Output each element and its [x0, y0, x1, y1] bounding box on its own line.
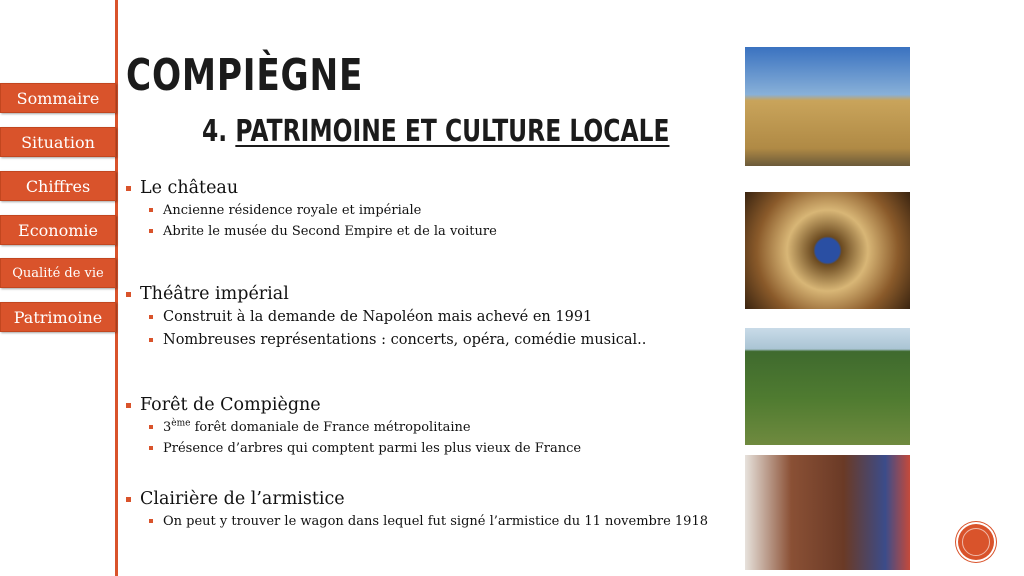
section-theatre [124, 282, 646, 352]
nav-sommaire-button[interactable]: Sommaire [0, 83, 116, 113]
section-clairiere [124, 487, 708, 532]
section-heading: Théâtre impérial [124, 282, 646, 306]
list-item: On peut y trouver le wagon dans lequel fut signé l’armistice du 11 novembre 1918 [124, 511, 708, 532]
theatre-photo [745, 192, 910, 309]
list-item: Présence d’arbres qui comptent parmi les plus vieux de France [124, 438, 581, 459]
chateau-photo [745, 47, 910, 166]
nav-patrimoine-button[interactable]: Patrimoine [0, 302, 116, 332]
slide-title: COMPIÈGNE [126, 50, 364, 101]
list-item: Nombreuses représentations : concerts, opéra, comédie musical.. [124, 329, 646, 352]
list-item [124, 417, 581, 438]
nav-situation-button[interactable]: Situation [0, 127, 116, 157]
ordinal-suffix: ème [171, 418, 191, 429]
nav-economie-button[interactable]: Economie [0, 215, 116, 245]
list-item: Abrite le musée du Second Empire et de la voiture [124, 221, 497, 242]
list-item-text: forêt domaniale de France métropolitaine [194, 420, 471, 435]
ordinal-number: 3 [163, 420, 172, 435]
armistice-wagon-photo [745, 455, 910, 570]
list-item: Construit à la demande de Napoléon mais achevé en 1991 [124, 306, 646, 329]
section-heading: Clairière de l’armistice [124, 487, 708, 511]
subtitle-number: 4. [202, 114, 228, 149]
section-foret [124, 393, 581, 459]
slide-subtitle [202, 114, 669, 149]
forest-photo [745, 328, 910, 445]
section-heading: Le château [124, 176, 497, 200]
nav-chiffres-button[interactable]: Chiffres [0, 171, 116, 201]
section-heading: Forêt de Compiègne [124, 393, 581, 417]
nav-qualite-de-vie-button[interactable]: Qualité de vie [0, 258, 116, 288]
section-chateau [124, 176, 497, 242]
logo-icon[interactable] [958, 524, 994, 560]
list-item: Ancienne résidence royale et impériale [124, 200, 497, 221]
subtitle-text: PATRIMOINE ET CULTURE LOCALE [235, 114, 670, 149]
